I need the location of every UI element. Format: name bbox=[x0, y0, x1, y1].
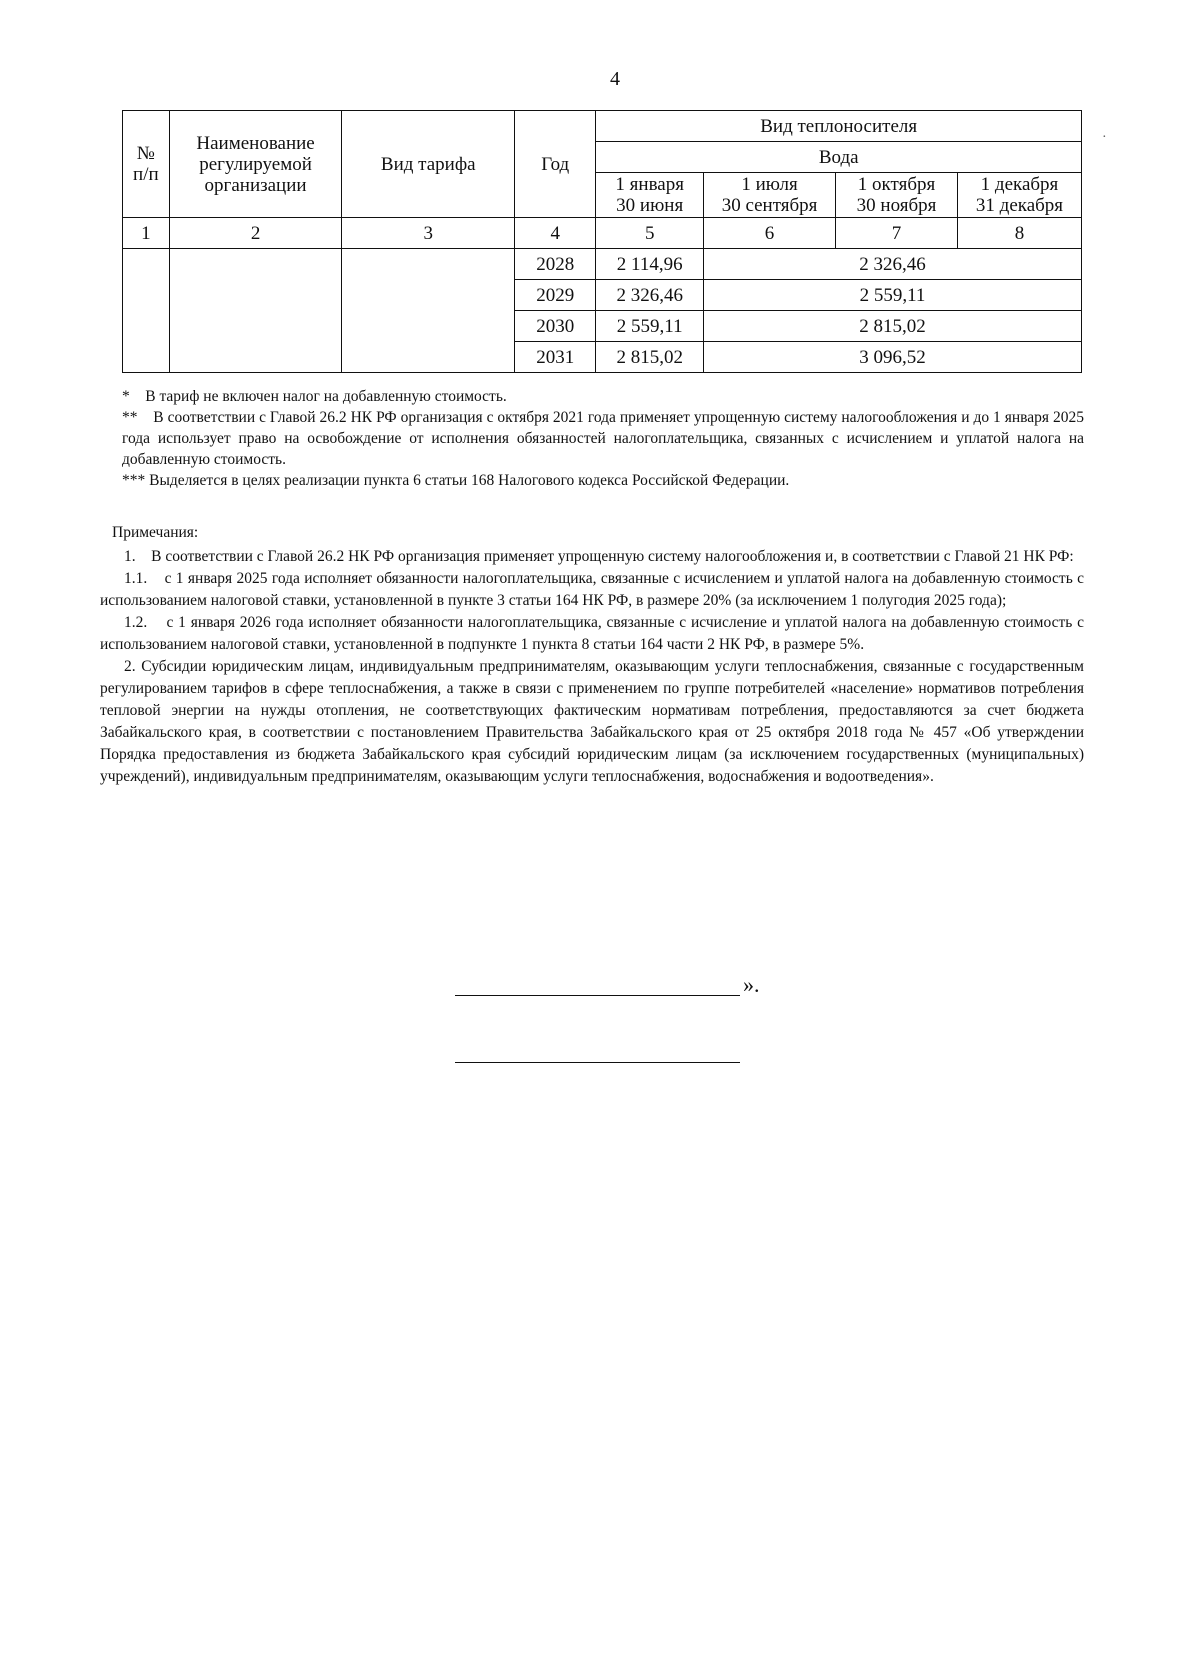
tariff-h2-cell: 3 096,52 bbox=[704, 342, 1082, 373]
footnote bbox=[122, 470, 1084, 491]
header-period-2: 1 июля 30 сентября bbox=[704, 173, 836, 218]
closing-quote: ». bbox=[743, 972, 760, 997]
header-num: № п/п bbox=[123, 111, 170, 218]
header-water: Вода bbox=[596, 142, 1082, 173]
year-cell: 2028 bbox=[515, 249, 596, 280]
tariff-h2-cell: 2 559,11 bbox=[704, 280, 1082, 311]
tariff-h1-cell: 2 326,46 bbox=[596, 280, 704, 311]
header-year: Год bbox=[515, 111, 596, 218]
tariff-h1-cell: 2 114,96 bbox=[596, 249, 704, 280]
separator-line bbox=[455, 1062, 740, 1063]
note-item: 2. Субсидии юридическим лицам, индивидуальным предпринимателям, оказывающим услуги теплоснабжения, связанные с государственным регулированием тарифов в сфере теплоснабжения, а также в связи с применением по группе потребителей «население» нормативов потребления тепловой энергии на нужды отопления, не соответствующих фактическим нормативам потребления, предоставляются за счет бюджета Забайкальского края, в соответствии с постановлением Правительства Забайкальского края от 25 октября 2018 года № 457 «Об утверждении Порядка предоставления из бюджета Забайкальского края субсидий юридическим лицам (за исключением государственных (муниципальных) учреждений), индивидуальным предпринимателям, оказывающим услуги теплоснабжения, водоснабжения и водоотведения». bbox=[100, 658, 1084, 785]
year-cell: 2031 bbox=[515, 342, 596, 373]
header-period-1: 1 января 30 июня bbox=[596, 173, 704, 218]
tariff-table bbox=[122, 110, 1082, 373]
header-organization: Наименование регулируемой организации bbox=[169, 111, 342, 218]
scan-artifact-dot: · bbox=[1102, 130, 1107, 145]
footnote-mark: * bbox=[122, 388, 130, 405]
organization-cell bbox=[169, 249, 342, 373]
footnote bbox=[122, 386, 1084, 407]
signature-line bbox=[455, 995, 740, 996]
footnote-text: Выделяется в целях реализации пункта 6 статьи 168 Налогового кодекса Российской Федерации. bbox=[149, 472, 790, 489]
footnote bbox=[122, 407, 1084, 470]
notes bbox=[100, 522, 1088, 788]
header-period-4: 1 декабря 31 декабря bbox=[957, 173, 1081, 218]
column-number: 5 bbox=[596, 218, 704, 249]
note-item: 1. В соответствии с Главой 26.2 НК РФ организация применяет упрощенную систему налогообложения и, в соответствии с Главой 21 НК РФ: bbox=[124, 548, 1074, 565]
tariff-h2-cell: 2 326,46 bbox=[704, 249, 1082, 280]
header-period-3: 1 октября 30 ноября bbox=[836, 173, 958, 218]
footnote-text: В тариф не включен налог на добавленную стоимость. bbox=[145, 388, 507, 405]
tariff-type-cell bbox=[342, 249, 515, 373]
column-number: 2 bbox=[169, 218, 342, 249]
column-number: 7 bbox=[836, 218, 958, 249]
tariff-h1-cell: 2 815,02 bbox=[596, 342, 704, 373]
column-number: 8 bbox=[957, 218, 1081, 249]
note-item: 1.1. с 1 января 2025 года исполняет обязанности налогоплательщика, связанные с исчислением и уплатой налога на добавленную стоимость с использованием налоговой ставки, установленной в пункте 3 статьи 164 НК РФ, в размере 20% (за исключением 1 полугодия 2025 года); bbox=[100, 570, 1088, 609]
year-cell: 2030 bbox=[515, 311, 596, 342]
footnote-mark: ** bbox=[122, 409, 138, 426]
column-number-row bbox=[123, 218, 1082, 249]
notes-heading: Примечания: bbox=[112, 524, 199, 541]
header-row-carrier bbox=[123, 111, 1082, 142]
tariff-h2-cell: 2 815,02 bbox=[704, 311, 1082, 342]
num-cell bbox=[123, 249, 170, 373]
column-number: 6 bbox=[704, 218, 836, 249]
table-row bbox=[123, 249, 1082, 280]
footnotes bbox=[122, 386, 1084, 491]
column-number: 3 bbox=[342, 218, 515, 249]
header-carrier: Вид теплоносителя bbox=[596, 111, 1082, 142]
footnote-mark: *** bbox=[122, 472, 146, 489]
note-item: 1.2. с 1 января 2026 года исполняет обязанности налогоплательщика, связанные с исчисление и уплатой налога на добавленную стоимость с использованием налоговой ставки, установленной в подпункте 1 пункта 8 статьи 164 части 2 НК РФ, в размере 5%. bbox=[100, 614, 1088, 653]
page-number: 4 bbox=[610, 68, 620, 90]
column-number: 1 bbox=[123, 218, 170, 249]
header-tariff-type: Вид тарифа bbox=[342, 111, 515, 218]
tariff-h1-cell: 2 559,11 bbox=[596, 311, 704, 342]
year-cell: 2029 bbox=[515, 280, 596, 311]
column-number: 4 bbox=[515, 218, 596, 249]
footnote-text: В соответствии с Главой 26.2 НК РФ организация с октября 2021 года применяет упрощенную систему налогообложения и до 1 января 2025 года использует право на освобождение от исполнения обязанностей налогоплательщика, связанных с исчислением и уплатой налога на добавленную стоимость. bbox=[122, 409, 1084, 468]
